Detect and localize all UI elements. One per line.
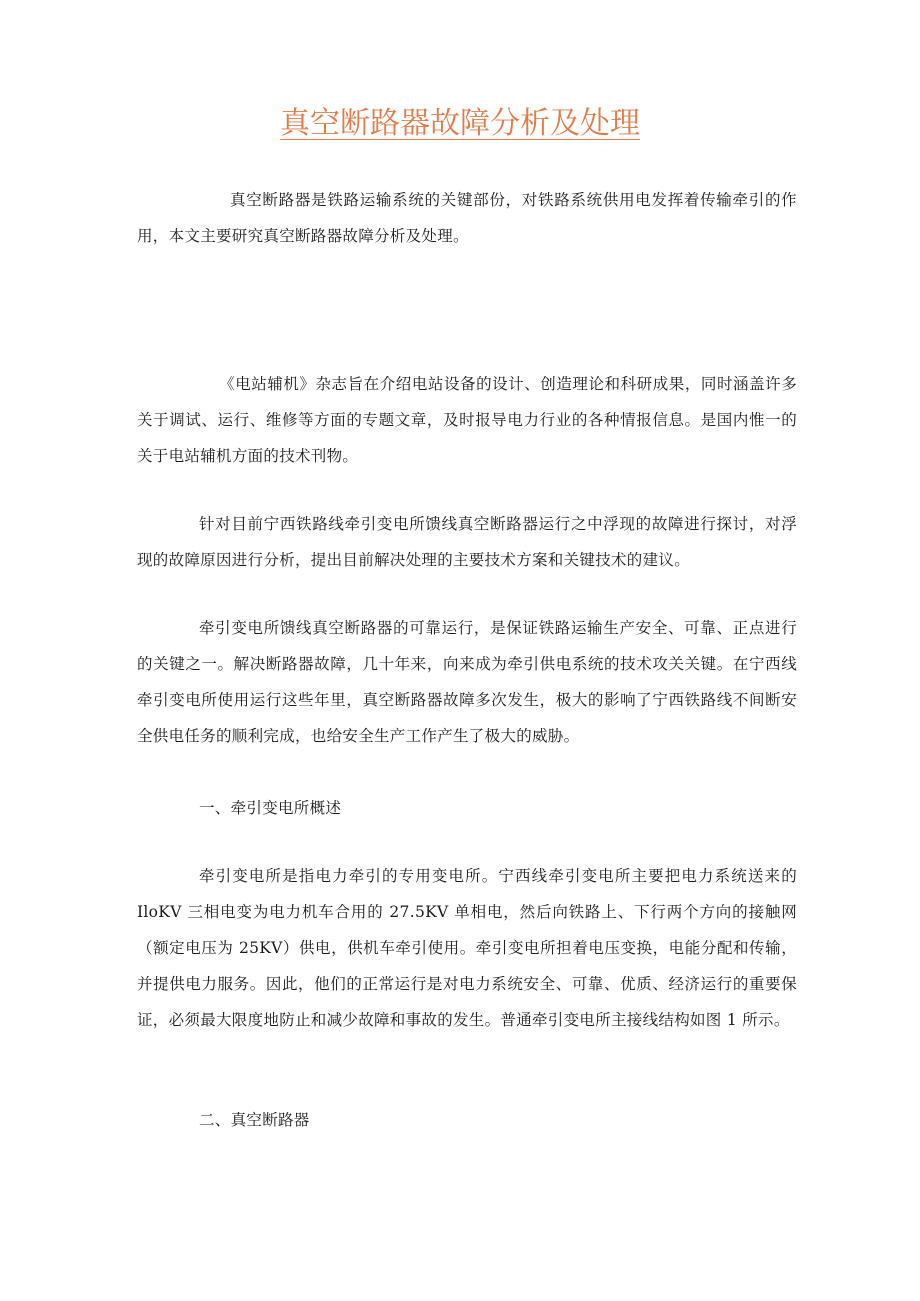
section-heading-1: 一、牵引变电所概述 — [199, 799, 342, 817]
section-1-paragraph: 牵引变电所是指电力牵引的专用变电所。宁西线牵引变电所主要把电力系统送来的 IloKV 三相电变为电力机车合用的 27.5KV 单相电，然后向铁路上、下行两个方向的接触网（额定电压为 25KV）供电，供机车牵引使用。牵引变电所担着电压变换，电能分配和传输，并提供电力服务。因此，他们的正常运行是对电力系统安全、可靠、优质、经济运行的重要保证，必须最大限度地防止和减少故障和事故的发生。普通牵引变电所主接线结构如图 1 所示。 — [137, 867, 797, 1029]
body-paragraph-scope: 针对目前宁西铁路线牵引变电所馈线真空断路器运行之中浮现的故障进行探讨，对浮现的故障原因进行分析，提出目前解决处理的主要技术方案和关键技术的建议。 — [137, 515, 797, 569]
body-paragraph-journal: 《电站辅机》杂志旨在介绍电站设备的设计、创造理论和科研成果，同时涵盖许多关于调试、运行、维修等方面的专题文章，及时报导电力行业的各种情报信息。是国内惟一的关于电站辅机方面的技术刊物。 — [137, 375, 797, 465]
section-heading-2: 二、真空断路器 — [199, 1111, 310, 1129]
body-paragraph-importance: 牵引变电所馈线真空断路器的可靠运行，是保证铁路运输生产安全、可靠、正点进行的关键之一。解决断路器故障，几十年来，向来成为牵引供电系统的技术攻关关键。在宁西线牵引变电所使用运行这些年里，真空断路器故障多次发生，极大的影响了宁西铁路线不间断安全供电任务的顺利完成，也给安全生产工作产生了极大的威胁。 — [137, 619, 797, 745]
intro-paragraph: 真空断路器是铁路运输系统的关键部份，对铁路系统供用电发挥着传输牵引的作用，本文主要研究真空断路器故障分析及处理。 — [137, 191, 797, 245]
document-title — [0, 102, 920, 146]
document-title-text: 真空断路器故障分析及处理 — [280, 106, 640, 141]
